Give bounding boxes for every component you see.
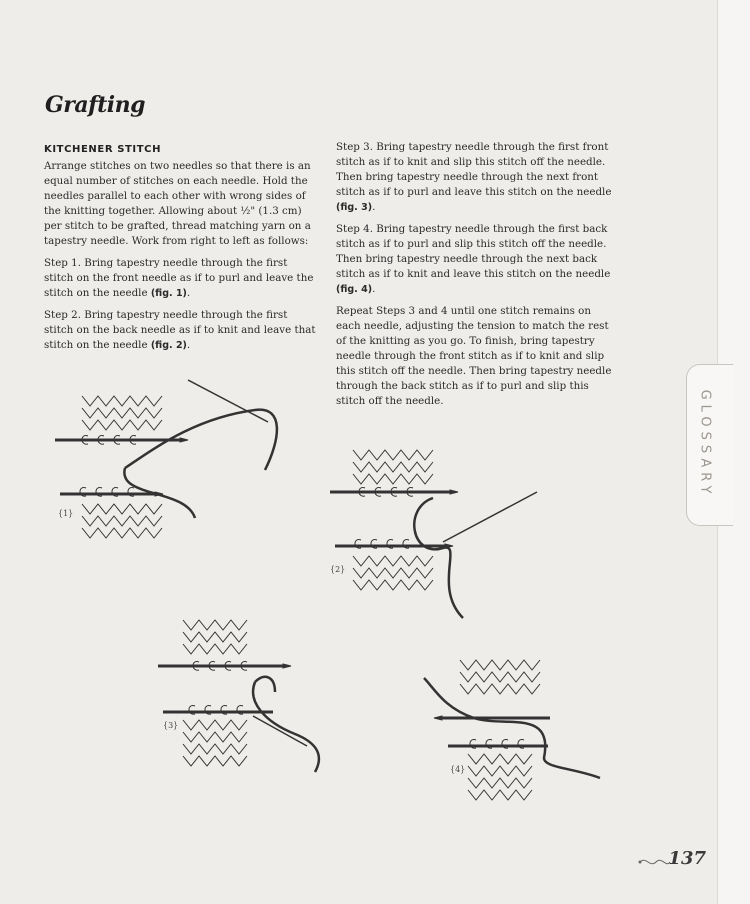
step-4: Step 4. Bring tapestry needle through the first back stitch as if to purl and slip this stitch off the needle. Then bring tapestry needle through the next back stitch as if to knit and leave this stitch on the needle (fig. 4). [336,223,611,295]
fig-1-ref: (fig. 1) [150,288,187,299]
figure-4 [420,656,610,816]
fig-3-ref: (fig. 3) [336,202,373,213]
glossary-tab-label: GLOSSARY [697,389,713,499]
figure-2 [325,442,555,622]
figure-4-label: {4} [450,765,466,774]
left-column [44,140,316,360]
intro-paragraph: Arrange stitches on two needles so that there is an equal number of stitches on each needle. Hold the needles parallel to each other with wrong sides of the knitting together. Allowing about ½" (1.3 cm) per stitch to be grafted, thread matching yarn on a tapestry needle. Work from right to left as follows: [44,160,311,247]
finish-paragraph: Repeat Steps 3 and 4 until one stitch remains on each needle, adjusting the tension to match the rest of the knitting as you go. To finish, bring tapestry needle through the front stitch as if to knit and slip this stitch off the needle. Then bring tapestry needle through the back stitch as if to purl and slip this stitch off the needle. [336,305,612,407]
step-3: Step 3. Bring tapestry needle through the first front stitch as if to knit and slip this stitch off the needle. Then bring tapestry needle through the next front stitch as if to purl and leave this stitch on the needle (fig. 3). [336,141,612,213]
page-ornament [638,856,672,868]
figure-3-label: {3} [163,721,179,730]
right-column [336,140,612,416]
figure-2-label: {2} [330,565,346,574]
figure-1 [40,376,300,556]
page-number: 137 [668,848,706,869]
figure-3 [155,616,345,786]
fig-2-ref: (fig. 2) [150,340,187,351]
fig-4-ref: (fig. 4) [336,284,373,295]
figure-1-label: {1} [58,509,74,518]
step-2: Step 2. Bring tapestry needle through the first stitch on the back needle as if to knit and leave that stitch on the needle (fig. 2). [44,309,316,351]
step-1: Step 1. Bring tapestry needle through the first stitch on the front needle as if to purl and leave the stitch on the needle (fig. 1). [44,257,314,299]
subheading: KITCHENER STITCH [44,144,162,155]
section-title: Grafting [45,92,145,118]
